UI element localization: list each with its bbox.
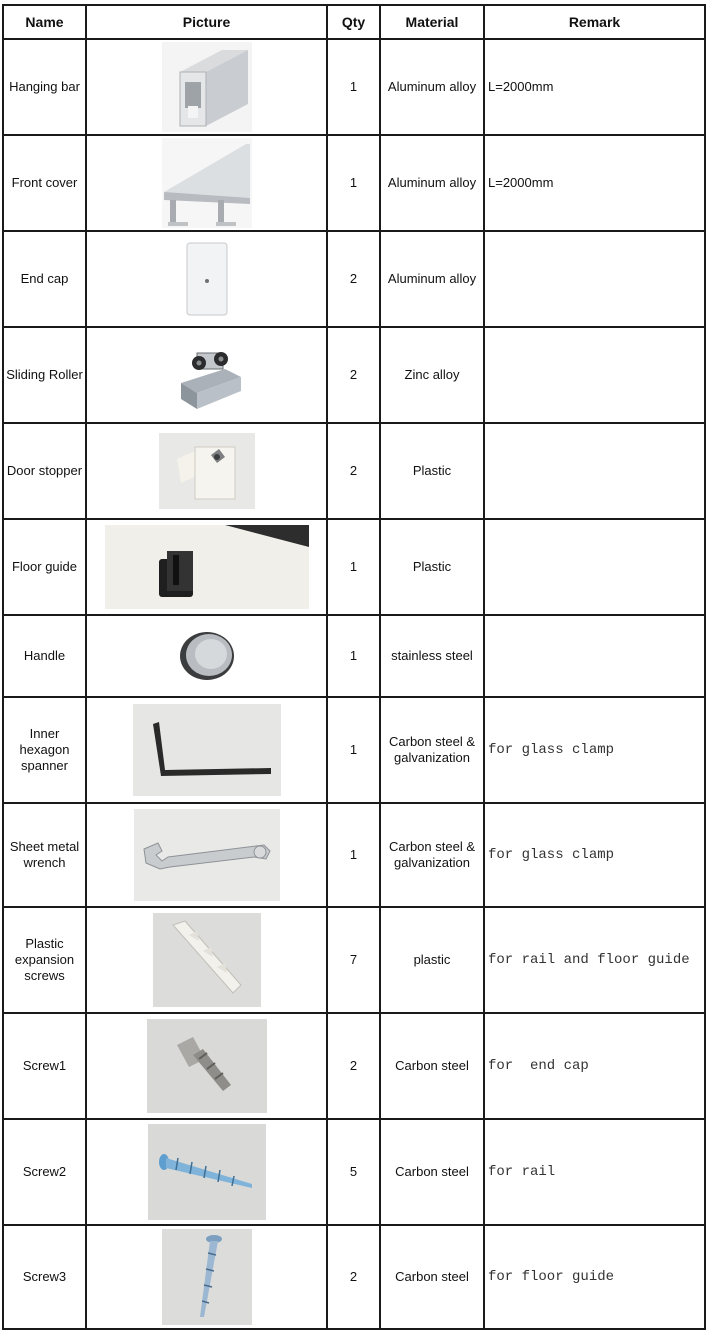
cell-picture — [86, 615, 327, 697]
cell-material: Carbon steel — [380, 1119, 484, 1225]
cell-qty: 2 — [327, 327, 380, 423]
header-qty: Qty — [327, 5, 380, 39]
cell-remark — [484, 615, 705, 697]
cell-qty: 1 — [327, 615, 380, 697]
end-cap-photo — [177, 237, 237, 321]
cell-picture — [86, 1119, 327, 1225]
header-picture: Picture — [86, 5, 327, 39]
front-cover-photo — [162, 138, 252, 228]
cell-qty: 5 — [327, 1119, 380, 1225]
cell-name: End cap — [3, 231, 86, 327]
cell-name: Plastic expansion screws — [3, 907, 86, 1013]
cell-qty: 2 — [327, 1225, 380, 1329]
cell-qty: 1 — [327, 39, 380, 135]
cell-qty: 2 — [327, 423, 380, 519]
cell-name: Handle — [3, 615, 86, 697]
cell-picture — [86, 231, 327, 327]
table-row — [3, 1119, 705, 1225]
cell-remark: L=2000mm — [484, 135, 705, 231]
cell-name: Sheet metal wrench — [3, 803, 86, 907]
hex-key-photo — [133, 704, 281, 796]
header-remark: Remark — [484, 5, 705, 39]
cell-picture — [86, 423, 327, 519]
hanging-bar-photo — [162, 42, 252, 132]
cell-qty: 7 — [327, 907, 380, 1013]
table-row — [3, 231, 705, 327]
cell-remark: for rail — [484, 1119, 705, 1225]
table-row — [3, 327, 705, 423]
table-row — [3, 135, 705, 231]
cell-remark: for glass clamp — [484, 803, 705, 907]
cell-remark — [484, 519, 705, 615]
cell-name: Inner hexagon spanner — [3, 697, 86, 803]
cell-picture — [86, 697, 327, 803]
table-row — [3, 423, 705, 519]
table-row — [3, 1225, 705, 1329]
cell-picture — [86, 327, 327, 423]
cell-name: Screw1 — [3, 1013, 86, 1119]
header-name: Name — [3, 5, 86, 39]
cell-material: Plastic — [380, 423, 484, 519]
parts-table — [2, 4, 706, 1330]
cell-material: stainless steel — [380, 615, 484, 697]
cell-name: Sliding Roller — [3, 327, 86, 423]
cell-name: Door stopper — [3, 423, 86, 519]
expansion-anchor-photo — [153, 913, 261, 1007]
cell-remark — [484, 231, 705, 327]
cell-material: Aluminum alloy — [380, 39, 484, 135]
cell-qty: 2 — [327, 1013, 380, 1119]
cell-remark: for glass clamp — [484, 697, 705, 803]
screw1-photo — [147, 1019, 267, 1113]
cell-name: Front cover — [3, 135, 86, 231]
cell-picture — [86, 39, 327, 135]
table-row — [3, 907, 705, 1013]
table-row — [3, 1013, 705, 1119]
cell-name: Hanging bar — [3, 39, 86, 135]
door-stopper-photo — [159, 433, 255, 509]
cell-material: plastic — [380, 907, 484, 1013]
table-row — [3, 697, 705, 803]
cell-material: Carbon steel & galvanization — [380, 803, 484, 907]
cell-remark — [484, 423, 705, 519]
cell-qty: 1 — [327, 135, 380, 231]
table-row — [3, 615, 705, 697]
cell-picture — [86, 1225, 327, 1329]
cell-material: Zinc alloy — [380, 327, 484, 423]
cell-qty: 1 — [327, 519, 380, 615]
cell-name: Screw3 — [3, 1225, 86, 1329]
cell-remark — [484, 327, 705, 423]
cell-material: Carbon steel — [380, 1225, 484, 1329]
cell-qty: 1 — [327, 803, 380, 907]
cell-remark: for floor guide — [484, 1225, 705, 1329]
header-row — [3, 5, 705, 39]
floor-guide-photo — [105, 525, 309, 609]
cell-picture — [86, 803, 327, 907]
handle-photo — [177, 628, 237, 684]
cell-material: Plastic — [380, 519, 484, 615]
wrench-photo — [134, 809, 280, 901]
cell-remark: for end cap — [484, 1013, 705, 1119]
cell-remark: for rail and floor guide — [484, 907, 705, 1013]
screw3-photo — [162, 1229, 252, 1325]
cell-remark: L=2000mm — [484, 39, 705, 135]
table-row — [3, 39, 705, 135]
header-material: Material — [380, 5, 484, 39]
cell-name: Screw2 — [3, 1119, 86, 1225]
screw2-photo — [148, 1124, 266, 1220]
cell-qty: 2 — [327, 231, 380, 327]
cell-material: Aluminum alloy — [380, 135, 484, 231]
cell-material: Aluminum alloy — [380, 231, 484, 327]
cell-picture — [86, 1013, 327, 1119]
cell-qty: 1 — [327, 697, 380, 803]
table-row — [3, 519, 705, 615]
table-row — [3, 803, 705, 907]
cell-picture — [86, 135, 327, 231]
cell-picture — [86, 519, 327, 615]
cell-name: Floor guide — [3, 519, 86, 615]
cell-material: Carbon steel — [380, 1013, 484, 1119]
cell-picture — [86, 907, 327, 1013]
cell-material: Carbon steel & galvanization — [380, 697, 484, 803]
sliding-roller-photo — [167, 335, 247, 415]
